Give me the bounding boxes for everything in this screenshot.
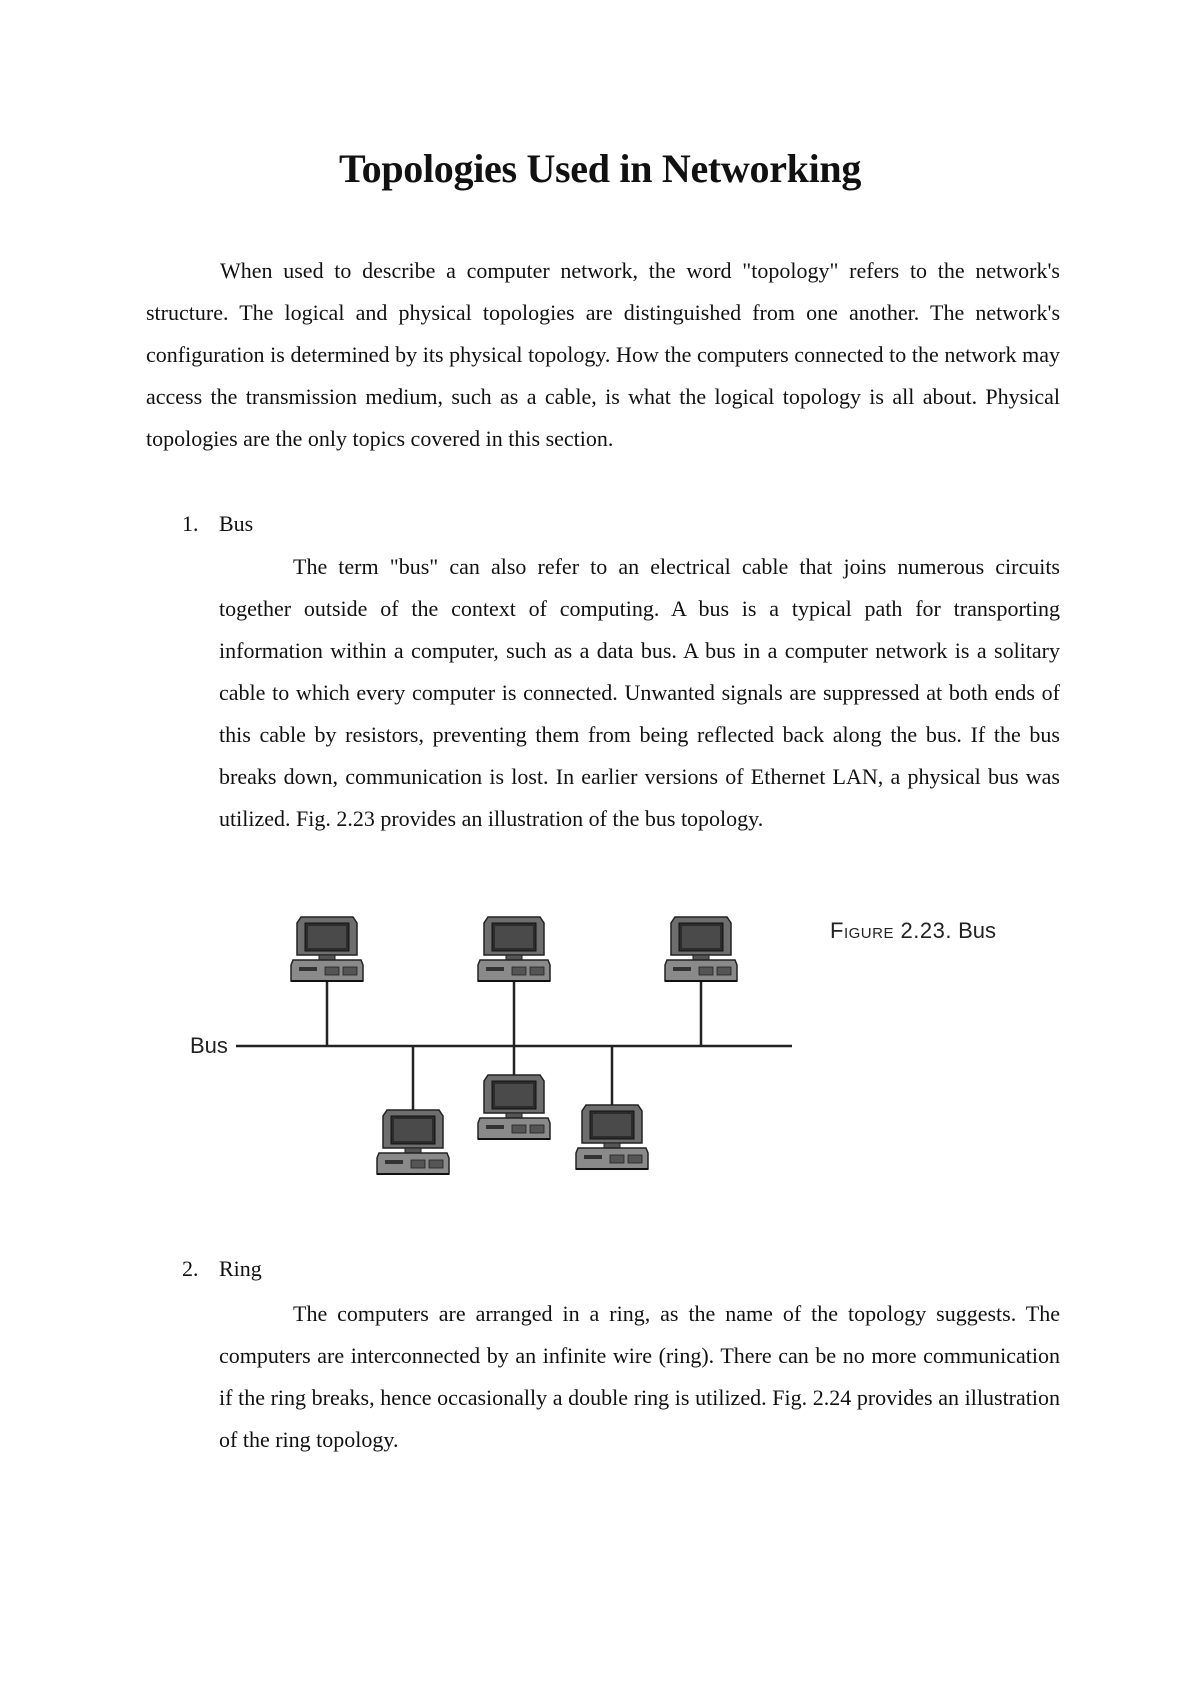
desktop-computer-icon <box>478 1075 550 1139</box>
figure-caption-number: Figure 2.23. <box>830 918 952 943</box>
section-1-number: 1. <box>182 511 199 536</box>
intro-paragraph: When used to describe a computer network, the word "topology" refers to the network's structure. The logical and physical topologies are distinguished from one another. The network's configuration is determined by its physical topology. How the computers connected to the network may access the transmission medium, such as a cable, is what the logical topology is all about. Physical topologies are the only topics covered in this section. <box>146 258 1060 451</box>
desktop-computer-icon <box>478 917 550 981</box>
desktop-computer-icon <box>291 917 363 981</box>
desktop-computer-icon <box>576 1105 648 1169</box>
desktop-computer-icon <box>665 917 737 981</box>
section-2-body: The computers are arranged in a ring, as the name of the topology suggests. The computers are interconnected by an infinite wire (ring). There can be no more communication if the ring breaks, hence occasionally a double ring is utilized. Fig. 2.24 provides an illustration of the ring topology. <box>219 1301 1060 1452</box>
section-1-heading: Bus <box>219 511 254 536</box>
bus-topology-figure <box>170 905 1070 1205</box>
bus-label: Bus <box>190 1033 228 1058</box>
section-2-number: 2. <box>182 1256 199 1281</box>
desktop-computer-icon <box>377 1110 449 1174</box>
section-1-body: The term "bus" can also refer to an electrical cable that joins numerous circuits together outside of the context of computing. A bus is a typical path for transporting information within a computer, such as a data bus. A bus in a computer network is a solitary cable to which every computer is connected. Unwanted signals are suppressed at both ends of this cable by resistors, preventing them from being reflected back along the bus. If the bus breaks down, communication is lost. In earlier versions of Ethernet LAN, a physical bus was utilized. Fig. 2.23 provides an illustration of the bus topology. <box>219 554 1060 831</box>
figure-caption-name: Bus <box>958 918 997 943</box>
section-2-heading: Ring <box>219 1256 262 1281</box>
page-title: Topologies Used in Networking <box>338 146 862 191</box>
